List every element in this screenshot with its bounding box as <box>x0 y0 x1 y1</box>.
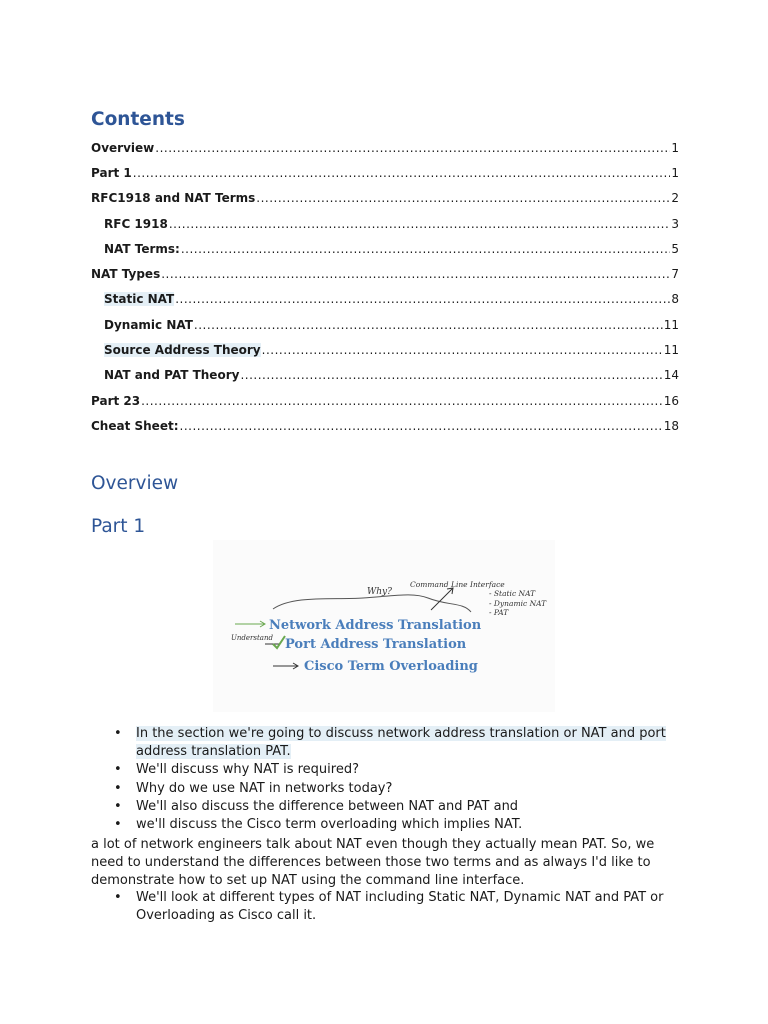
toc-page-number: 8 <box>671 292 679 307</box>
toc-entry-label[interactable]: RFC 1918 <box>104 216 168 231</box>
bullet-text: We'll look at different types of NAT including Static NAT, Dynamic NAT and PAT or Overloading as Cisco call it. <box>136 890 664 924</box>
toc-entry-label[interactable]: NAT and PAT Theory <box>104 368 240 383</box>
toc-page-number: 1 <box>671 165 679 180</box>
toc-entry-label[interactable]: Dynamic NAT <box>104 317 193 332</box>
list-item-pat: - PAT <box>489 608 509 617</box>
cli-arrow <box>431 588 453 610</box>
list-item <box>112 761 672 779</box>
toc-page-number: 11 <box>663 317 679 332</box>
why-label: Why? <box>367 587 392 597</box>
nat-line: Network Address Translation <box>269 618 482 633</box>
bullet-text: We'll discuss why NAT is required? <box>136 762 359 778</box>
toc-page-number: 16 <box>663 393 679 408</box>
toc-leader-dots <box>194 318 663 332</box>
toc-entry[interactable] <box>91 211 679 236</box>
toc-entry-label[interactable]: NAT Types <box>91 267 161 282</box>
toc-entry[interactable] <box>91 236 679 261</box>
toc-entry[interactable] <box>91 186 679 211</box>
toc-entry[interactable] <box>91 160 679 185</box>
toc-page-number: 1 <box>671 140 679 155</box>
bullet-list-2 <box>112 889 672 925</box>
toc-entry[interactable] <box>91 261 679 286</box>
toc-leader-dots <box>175 292 670 306</box>
why-curve <box>273 595 471 612</box>
toc-leader-dots <box>161 267 670 281</box>
toc-entry-label[interactable]: Source Address Theory <box>104 343 261 358</box>
contents-heading: Contents <box>91 109 185 130</box>
list-item <box>112 725 672 761</box>
toc-leader-dots <box>133 166 671 180</box>
list-item <box>112 889 672 925</box>
toc-leader-dots <box>181 242 671 256</box>
toc-page-number: 5 <box>671 241 679 256</box>
list-item <box>112 798 672 816</box>
bullet-text: In the section we're going to discuss network address translation or NAT and port address translation PAT. <box>136 726 666 760</box>
toc-leader-dots <box>155 141 670 155</box>
toc-entry[interactable] <box>91 413 679 438</box>
toc-entry-label[interactable]: Overview <box>91 140 155 155</box>
toc-entry[interactable] <box>91 337 679 362</box>
list-item <box>112 780 672 798</box>
toc-entry[interactable] <box>91 287 679 312</box>
toc-page-number: 14 <box>663 368 679 383</box>
body-paragraph: a lot of network engineers talk about NAT even though they actually mean PAT. So, we need to understand the differences between those two terms and as always I'd like to demonstrate how to set up NAT using the command line interface. <box>91 837 655 889</box>
toc-entry[interactable] <box>91 363 679 388</box>
toc-entry-label[interactable]: Static NAT <box>104 292 175 307</box>
nat-diagram <box>213 540 555 712</box>
bullet-list-1 <box>112 725 672 834</box>
check-icon <box>273 636 285 648</box>
toc-page-number: 2 <box>671 191 679 206</box>
overloading-line: Cisco Term Overloading <box>304 659 478 674</box>
toc-leader-dots <box>262 343 663 357</box>
toc-leader-dots <box>256 191 670 205</box>
toc-entry-label[interactable]: Part 23 <box>91 393 141 408</box>
cli-label: Command Line Interface <box>410 580 505 589</box>
overview-heading: Overview <box>91 473 179 494</box>
toc-page-number: 18 <box>663 418 679 433</box>
toc-entry[interactable] <box>91 388 679 413</box>
table-of-contents <box>91 135 679 439</box>
toc-leader-dots <box>169 217 671 231</box>
list-item <box>112 816 672 834</box>
toc-leader-dots <box>240 368 662 382</box>
understand-label: Understand <box>231 634 273 642</box>
toc-entry-label[interactable]: NAT Terms: <box>104 241 180 256</box>
bullet-text: Why do we use NAT in networks today? <box>136 780 393 796</box>
toc-leader-dots <box>141 394 663 408</box>
list-item-static: - Static NAT <box>489 589 536 598</box>
toc-entry-label[interactable]: Cheat Sheet: <box>91 418 179 433</box>
toc-entry-label[interactable]: Part 1 <box>91 165 132 180</box>
part1-heading: Part 1 <box>91 516 146 537</box>
list-item-dynamic: - Dynamic NAT <box>489 599 547 608</box>
bullet-text: we'll discuss the Cisco term overloading which implies NAT. <box>136 817 523 833</box>
toc-leader-dots <box>180 419 663 433</box>
nat-diagram-figure <box>213 540 555 712</box>
toc-page-number: 7 <box>671 267 679 282</box>
toc-entry[interactable] <box>91 135 679 160</box>
toc-page-number: 3 <box>671 216 679 231</box>
toc-entry-label[interactable]: RFC1918 and NAT Terms <box>91 191 256 206</box>
pat-line: Port Address Translation <box>285 637 467 652</box>
toc-page-number: 11 <box>663 343 679 358</box>
toc-entry[interactable] <box>91 312 679 337</box>
bullet-text: We'll also discuss the difference between NAT and PAT and <box>136 798 519 814</box>
